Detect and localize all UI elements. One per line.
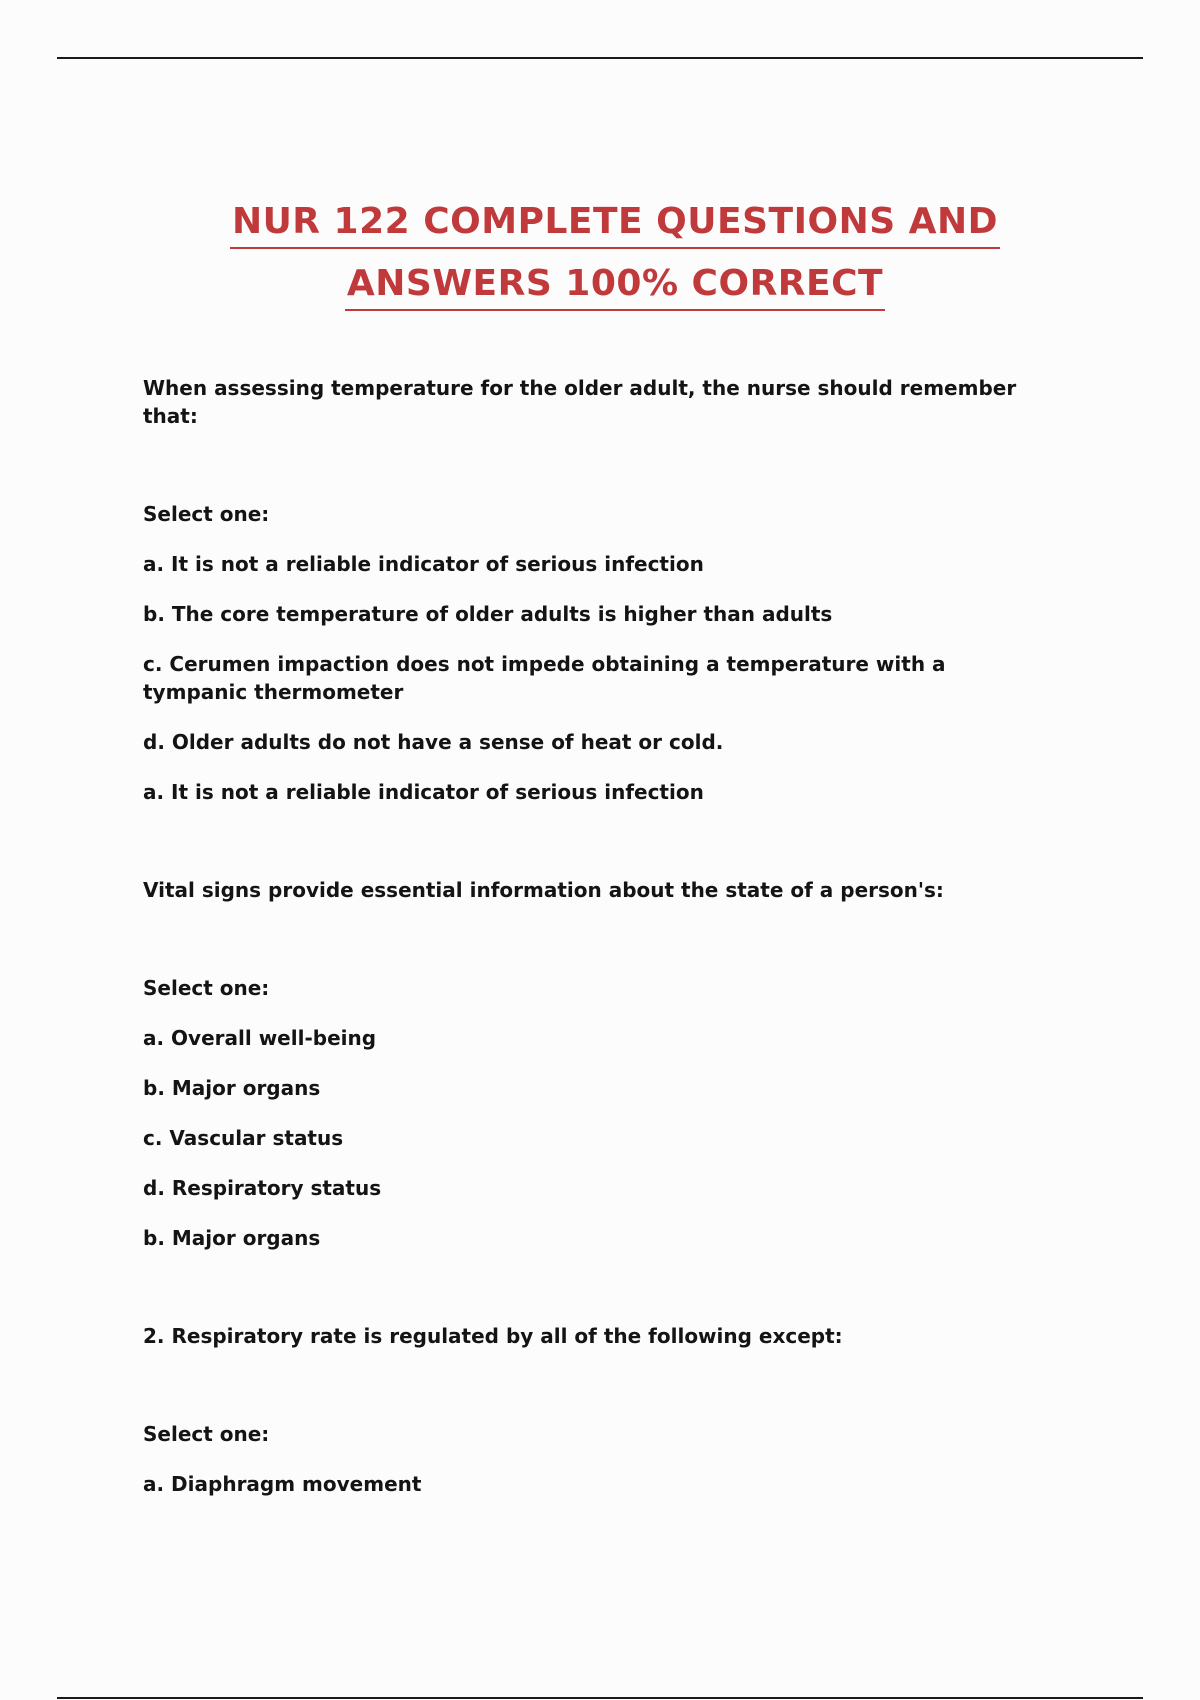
option-a: a. Diaphragm movement — [143, 1472, 422, 1496]
select-one-label: Select one: — [143, 976, 270, 1000]
question-block-3 — [143, 1322, 1043, 1498]
top-rule — [57, 57, 1143, 59]
option-b: b. Major organs — [143, 1076, 321, 1100]
title-line-1: NUR 122 COMPLETE QUESTIONS AND — [230, 197, 1000, 249]
select-one-label: Select one: — [143, 1422, 270, 1446]
option-c: c. Vascular status — [143, 1126, 344, 1150]
question-prompt: Vital signs provide essential information about the state of a person's: — [143, 878, 944, 902]
option-b: b. The core temperature of older adults is higher than adults — [143, 602, 833, 626]
select-one-label: Select one: — [143, 502, 270, 526]
question-block-2 — [143, 876, 1043, 1252]
option-d: d. Respiratory status — [143, 1176, 382, 1200]
title-line-2: ANSWERS 100% CORRECT — [345, 259, 885, 311]
bottom-rule — [57, 1697, 1143, 1699]
option-c: c. Cerumen impaction does not impede obtaining a temperature with a tympanic thermometer — [143, 652, 946, 704]
option-a: a. It is not a reliable indicator of serious infection — [143, 552, 704, 576]
option-a: a. Overall well-being — [143, 1026, 377, 1050]
question-block-1 — [143, 374, 1043, 806]
correct-answer: b. Major organs — [143, 1226, 321, 1250]
question-prompt: 2. Respiratory rate is regulated by all of the following except: — [143, 1324, 843, 1348]
question-prompt: When assessing temperature for the older adult, the nurse should remember that: — [143, 376, 1017, 428]
question-list — [143, 374, 1043, 1520]
document-title — [0, 193, 1200, 317]
correct-answer: a. It is not a reliable indicator of serious infection — [143, 780, 704, 804]
option-d: d. Older adults do not have a sense of heat or cold. — [143, 730, 724, 754]
